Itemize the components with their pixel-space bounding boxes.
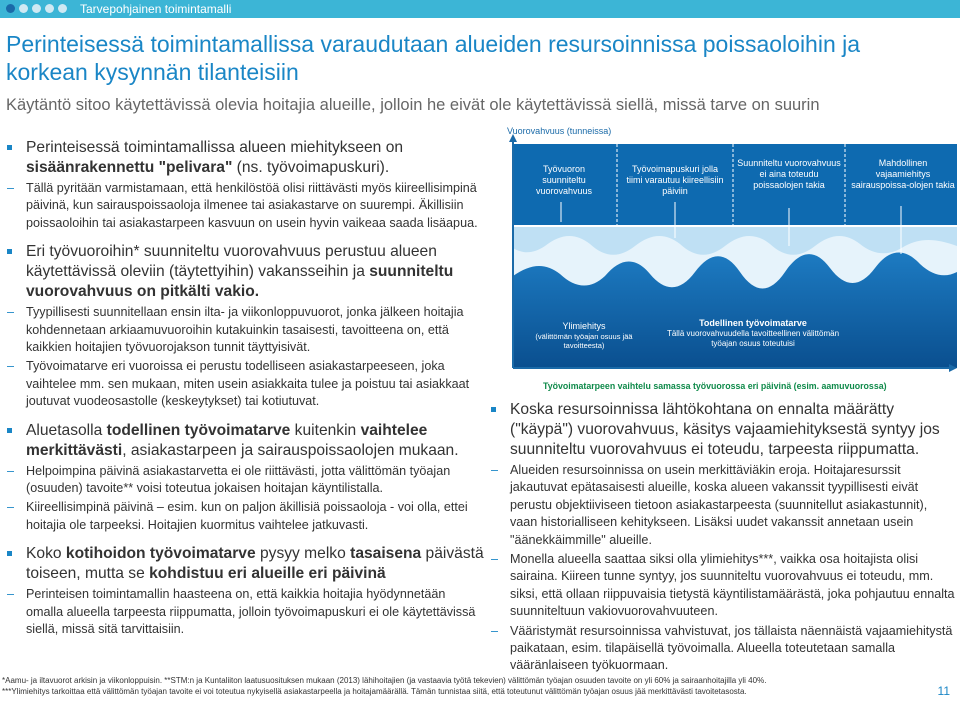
left-column <box>6 138 484 649</box>
bullet-text: Perinteisessä toimintamallissa alueen miehitykseen on <box>26 139 404 156</box>
bullet-text: kuitenkin <box>290 421 361 439</box>
diagram-label-planned: Työvuoron suunniteltu vuorovahvuus <box>535 164 593 196</box>
bullet-text: , asiakastarpeen ja sairauspoissaolojen mukaan. <box>122 441 459 459</box>
bullet-main-3 <box>6 421 484 461</box>
bullet-text-bold: suunniteltu vuorovahvuus on pitkälti vakio. <box>26 263 454 301</box>
actual-need-label <box>653 318 853 349</box>
bullet-main-4 <box>6 544 484 584</box>
bullet-text-bold: kotihoidon työvoimatarve <box>65 545 256 563</box>
sub-bullet: – Kiireellisimpinä päivinä – esim. kun on paljon äkillisiä poissaoloja - voi olla, ettei hoitajia ole tarpeeksi. Hoitajien kuormitus vaihtelee jatkuvasti. <box>6 499 484 534</box>
page-number: 11 <box>937 684 950 698</box>
section-label: Tarvepohjainen toimintamalli <box>80 2 232 16</box>
diagram-label-buffer: Työvoimapuskuri jolla tiimi varautuu kiireellisiin päiviin <box>626 164 724 196</box>
actual-need-title: Todellinen työvoimatarve <box>699 318 807 328</box>
bullet-text-bold: todellinen työvoimatarve <box>106 421 291 439</box>
bullet-block-3 <box>6 421 484 535</box>
page-title: Perinteisessä toimintamallissa varaudutaan alueiden resursoinnissa poissaoloihin ja korkean kysynnän tilanteisiin <box>6 31 861 85</box>
bullet-main-2 <box>6 242 484 302</box>
overstaffing-subtitle: (välittömän työajan osuus jää tavoitteesta) <box>535 332 633 350</box>
bullet-block-4 <box>6 544 484 638</box>
sub-bullet: – Työvoimatarve eri vuoroissa ei perustu todelliseen asiakastarpeeseen, joka vaihtelee mm. sen mukaan, miten usein asiakkaita tulee ja poistuu tai asiakkaat joutuvat vuodeosastolle (keskeytykset) tai kotiutuvat. <box>6 358 484 410</box>
progress-dots <box>6 4 67 13</box>
sub-bullet: – Tällä pyritään varmistamaan, että henkilöstöä olisi riittävästi myös kiireellisimpinä päivinä, kun sairauspoissaoloja ilmenee tai asiakastarve on suurempi. Äkillisiin poissaoloihin tai asiakastarpeen kasvuun on usein hyvin vaikeaa saada lisäapua. <box>6 180 484 232</box>
sub-bullet: – Monella alueella saattaa siksi olla ylimiehitys***, vaikka osa hoitajista olisi sairaina. Kiireen tunne syntyy, jos suunniteltu vuorovahvuus ei toteudu, mm. siksi, että ollaan riippuvaisia tietystä käyntilistamäärästä, joka pohjautuu ennalta suunniteltuun vakiovuorovahvuuteen. <box>490 551 956 621</box>
page-subtitle: Käytäntö sitoo käytettävissä olevia hoitajia alueille, jolloin he eivät ole käytettävissä siellä, missä tarve on suurin <box>6 96 820 114</box>
bullet-text-bold: sisäänrakennettu "pelivara" <box>26 159 233 176</box>
sub-bullet: – Alueiden resursoinnissa on usein merkittäviäkin eroja. Hoitajaresurssit jakautuvat epätasaisesti alueille, koska alueen vakanssit tyypillisesti eivät perustu objektiiviseen tietoon asiakastarpeesta (suunnitellut asiakastunnit), vaan historialliseen kehitykseen. Lisäksi uudet vakanssit annetaan usein "äänekkäimmille" alueille. <box>490 462 956 549</box>
bullet-text: (ns. työvoimapuskuri). <box>232 159 390 176</box>
progress-dot-active <box>6 4 15 13</box>
bullet-text-bold: kohdistuu eri alueille eri päivinä <box>149 565 386 583</box>
bullet-text: Eri työvuoroihin* suunniteltu vuorovahvuus perustuu alueen käytettävissä oleviin (täytettyihin) vakansseihin ja <box>26 243 437 281</box>
bullet-text: Aluetasolla <box>26 421 107 439</box>
footnotes <box>2 675 766 697</box>
sub-bullet: – Perinteisen toimintamallin haasteena on, että kaikkia hoitajia hyödynnetään omalla alueella tarpeesta riippumatta, jolloin työvoimapuskuri ei ole käytettävissä siellä, missä sitä tarvittaisiin. <box>6 586 484 638</box>
footnote-line-2: ***Ylimiehitys tarkoittaa että välittömän työajan tavoite ei voi toteutua nykyisellä asiakastarpeella ja hoitajamäärällä. Tämän tunnistaa siitä, että toteutunut välittömän työajan osuus jää merkittävästi tavoitetasosta. <box>2 687 747 696</box>
right-column <box>490 400 956 675</box>
progress-dot <box>32 4 41 13</box>
progress-dot <box>45 4 54 13</box>
top-bar <box>0 0 960 18</box>
diagram-label-understaffing: Mahdollinen vajaamiehitys sairauspoissa-olojen takia <box>851 158 955 190</box>
footnote-line-1: *Aamu- ja iltavuorot arkisin ja viikonloppuisin. **STM:n ja Kuntaliiton laatusuosituksen mukaan (2013) lähihoitajien (ja vastaavia työtä tekevien) välittömän työajan osuuden tavoite on yli 60% ja sairaanhoitajilla yli 40%. <box>2 676 767 685</box>
diagram-label-unrealized: Suunniteltu vuorovahvuus ei aina toteudu poissaolojen takia <box>737 158 841 190</box>
bullet-text: Koko <box>26 545 66 563</box>
progress-dot <box>19 4 28 13</box>
progress-dot <box>58 4 67 13</box>
bullet-text-bold: tasaisena <box>350 545 422 563</box>
overstaffing-label <box>529 321 639 350</box>
sub-bullet: – Helpoimpina päivinä asiakastarvetta ei ole riittävästi, jotta välittömän työajan (osuuden) tavoite** voisi toteutua jokaisen hoitajan käyntilistalla. <box>6 463 484 498</box>
bullet-text: pysyy melko <box>255 545 351 563</box>
staffing-diagram <box>505 126 957 392</box>
bullet-text-bold: vaihtelee merkittävästi <box>26 421 428 459</box>
y-axis-label: Vuorovahvuus (tunneissa) <box>507 126 612 136</box>
bullet-block-2 <box>6 242 484 410</box>
right-bullet-main: Koska resursoinnissa lähtökohtana on ennalta määrätty ("käypä") vuorovahvuus, käsitys vajaamiehityksestä syntyy jos suunniteltu vuorovahvuus ei toteudu, tarpeesta riippumatta. <box>490 400 956 460</box>
bullet-text: päivästä toiseen, mutta se <box>26 545 484 583</box>
sub-bullet: – Tyypillisesti suunnitellaan ensin ilta- ja viikonloppuvuorot, jonka jälkeen hoitajia kohdennetaan arkiaamuvuoroihin kutakuinkin tasaisesti, tavoitteena on, että kaikkien hoitajien työvuorojakson tunnit täyttyisivät. <box>6 304 484 356</box>
bullet-block-1 <box>6 138 484 232</box>
overstaffing-title: Ylimiehitys <box>562 321 606 331</box>
bullet-main-1 <box>6 138 484 178</box>
actual-need-subtitle: Tällä vuorovahvuudella tavoitteellinen välittömän työajan osuus toteutuisi <box>666 329 840 348</box>
diagram-caption: Työvoimatarpeen vaihtelu samassa työvuorossa eri päivinä (esim. aamuvuorossa) <box>543 381 887 391</box>
sub-bullet: – Vääristymät resursoinnissa vahvistuvat, jos tällaista näennäistä vajaamiehitystä paikataan, esim. tilapäisellä työvoimalla. Alueella toteutetaan samalla vääränlaiseen työkuormaan. <box>490 623 956 675</box>
